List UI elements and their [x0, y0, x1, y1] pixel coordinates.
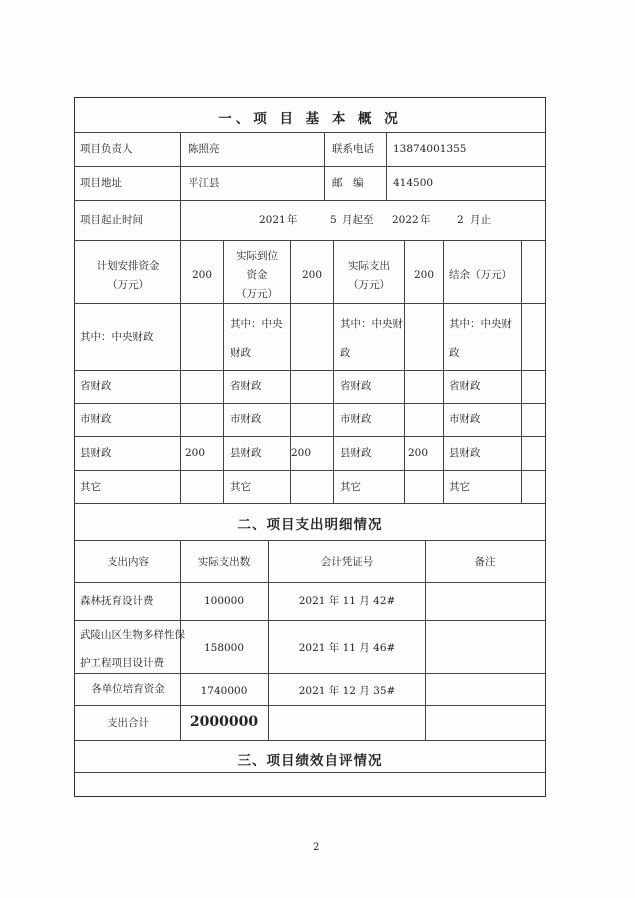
- row-divider: [74, 470, 546, 471]
- period-start-suffix: 月起至: [342, 214, 374, 226]
- row-divider: [74, 772, 546, 773]
- column-divider: [333, 240, 334, 503]
- row-divider: [74, 403, 546, 404]
- column-divider: [425, 540, 426, 740]
- other-balance-label: 其它: [449, 481, 470, 493]
- period-start-year: 2021: [259, 214, 286, 226]
- county-spent: 200: [407, 447, 429, 459]
- row3-amount: 1740000: [200, 685, 248, 697]
- arrived-funds-label-2: 资金: [246, 269, 268, 281]
- row-divider: [74, 620, 546, 621]
- row-divider: [74, 240, 546, 241]
- column-divider: [521, 240, 522, 503]
- header-remark: 备注: [474, 556, 496, 568]
- total-label: 支出合计: [107, 717, 149, 729]
- column-divider: [443, 240, 444, 503]
- total-value: 2000000: [189, 714, 259, 730]
- county-arrived: 200: [290, 447, 312, 459]
- central-finance-arrived-l2: 财政: [230, 347, 251, 359]
- balance-label: 结余（万元）: [449, 269, 512, 281]
- row-divider: [74, 166, 546, 167]
- column-divider: [386, 132, 387, 200]
- leader-label: 项目负责人: [80, 143, 133, 155]
- row3-voucher: 2021 年 12 月 35#: [298, 685, 396, 697]
- central-finance-arrived-l1: 其中：中央: [230, 318, 283, 330]
- provincial-balance-label: 省财政: [449, 380, 481, 392]
- column-divider: [290, 240, 291, 503]
- postcode-value: 414500: [393, 177, 434, 189]
- phone-label: 联系电话: [332, 143, 374, 155]
- period-year-unit-1: 年: [287, 214, 298, 226]
- column-divider: [180, 240, 181, 503]
- arrived-total: 200: [301, 269, 323, 281]
- row3-content: 各单位培育资金: [91, 683, 165, 695]
- row1-amount: 100000: [203, 595, 245, 607]
- row-divider: [74, 705, 546, 706]
- spent-funds-unit: （万元）: [348, 279, 390, 291]
- postcode-label: 邮 编: [332, 177, 364, 189]
- section3-title: 三、项目绩效自评情况: [237, 753, 383, 769]
- county-arrived-label: 县财政: [230, 447, 262, 459]
- period-end-month: 2: [457, 214, 464, 226]
- row2-voucher: 2021 年 11 月 46#: [298, 642, 396, 654]
- spent-total: 200: [413, 269, 435, 281]
- row2-content-line2: 护工程项目设计费: [80, 657, 164, 669]
- header-content: 支出内容: [107, 556, 149, 568]
- spent-funds-label: 实际支出: [348, 260, 390, 272]
- provincial-arrived-label: 省财政: [230, 380, 262, 392]
- address-value: 平江县: [188, 177, 220, 189]
- row1-voucher: 2021 年 11 月 42#: [298, 595, 396, 607]
- central-finance-label: 其中：中央财政: [80, 331, 154, 343]
- other-arrived-label: 其它: [230, 481, 251, 493]
- row-divider: [74, 503, 546, 504]
- row2-amount: 158000: [203, 642, 245, 654]
- header-voucher: 会计凭证号: [320, 556, 374, 568]
- arrived-funds-unit: （万元）: [236, 288, 278, 300]
- central-finance-balance-l1: 其中：中央财: [449, 318, 512, 330]
- row-divider: [74, 582, 546, 583]
- county-spent-label: 县财政: [340, 447, 372, 459]
- section1-title: 一、项 目 基 本 概 况: [218, 111, 402, 127]
- central-finance-spent-l2: 政: [340, 347, 351, 359]
- period-label: 项目起止时间: [80, 214, 143, 226]
- row2-content-line1: 武陵山区生物多样性保: [80, 629, 185, 641]
- central-finance-spent-l1: 其中：中央财: [340, 318, 403, 330]
- leader-value: 陈照亮: [188, 143, 220, 155]
- city-spent-label: 市财政: [340, 413, 372, 425]
- other-spent-label: 其它: [340, 481, 361, 493]
- period-start-month: 5: [330, 214, 337, 226]
- period-end-year: 2022: [392, 214, 419, 226]
- row-divider: [74, 436, 546, 437]
- address-label: 项目地址: [80, 177, 122, 189]
- row-divider: [74, 370, 546, 371]
- planned-total: 200: [191, 269, 213, 281]
- row-divider: [74, 740, 546, 741]
- column-divider: [223, 240, 224, 503]
- county-planned: 200: [184, 447, 206, 459]
- city-arrived-label: 市财政: [230, 413, 262, 425]
- planned-funds-label: 计划安排资金: [96, 260, 160, 272]
- planned-funds-unit: （万元）: [107, 279, 149, 291]
- row1-content: 森林抚育设计费: [80, 595, 154, 607]
- column-divider: [404, 240, 405, 503]
- column-divider: [180, 132, 181, 240]
- city-balance-label: 市财政: [449, 413, 481, 425]
- other-label: 其它: [80, 481, 101, 493]
- header-amount: 实际支出数: [197, 556, 251, 568]
- central-finance-balance-l2: 政: [449, 347, 460, 359]
- row-divider: [74, 132, 546, 133]
- column-divider: [268, 540, 269, 740]
- section2-title: 二、项目支出明细情况: [237, 517, 383, 533]
- period-year-unit-2: 年: [420, 214, 431, 226]
- phone-value: 13874001355: [393, 143, 467, 155]
- row-divider: [74, 673, 546, 674]
- period-end-suffix: 月止: [470, 214, 491, 226]
- arrived-funds-label: 实际到位: [236, 250, 278, 262]
- page-number: 2: [313, 842, 320, 853]
- provincial-spent-label: 省财政: [340, 380, 372, 392]
- row-divider: [74, 200, 546, 201]
- column-divider: [324, 132, 325, 200]
- row-divider: [74, 540, 546, 541]
- county-label: 县财政: [80, 447, 112, 459]
- county-balance-label: 县财政: [449, 447, 481, 459]
- row-divider: [74, 303, 546, 304]
- city-label: 市财政: [80, 413, 112, 425]
- provincial-label: 省财政: [80, 380, 112, 392]
